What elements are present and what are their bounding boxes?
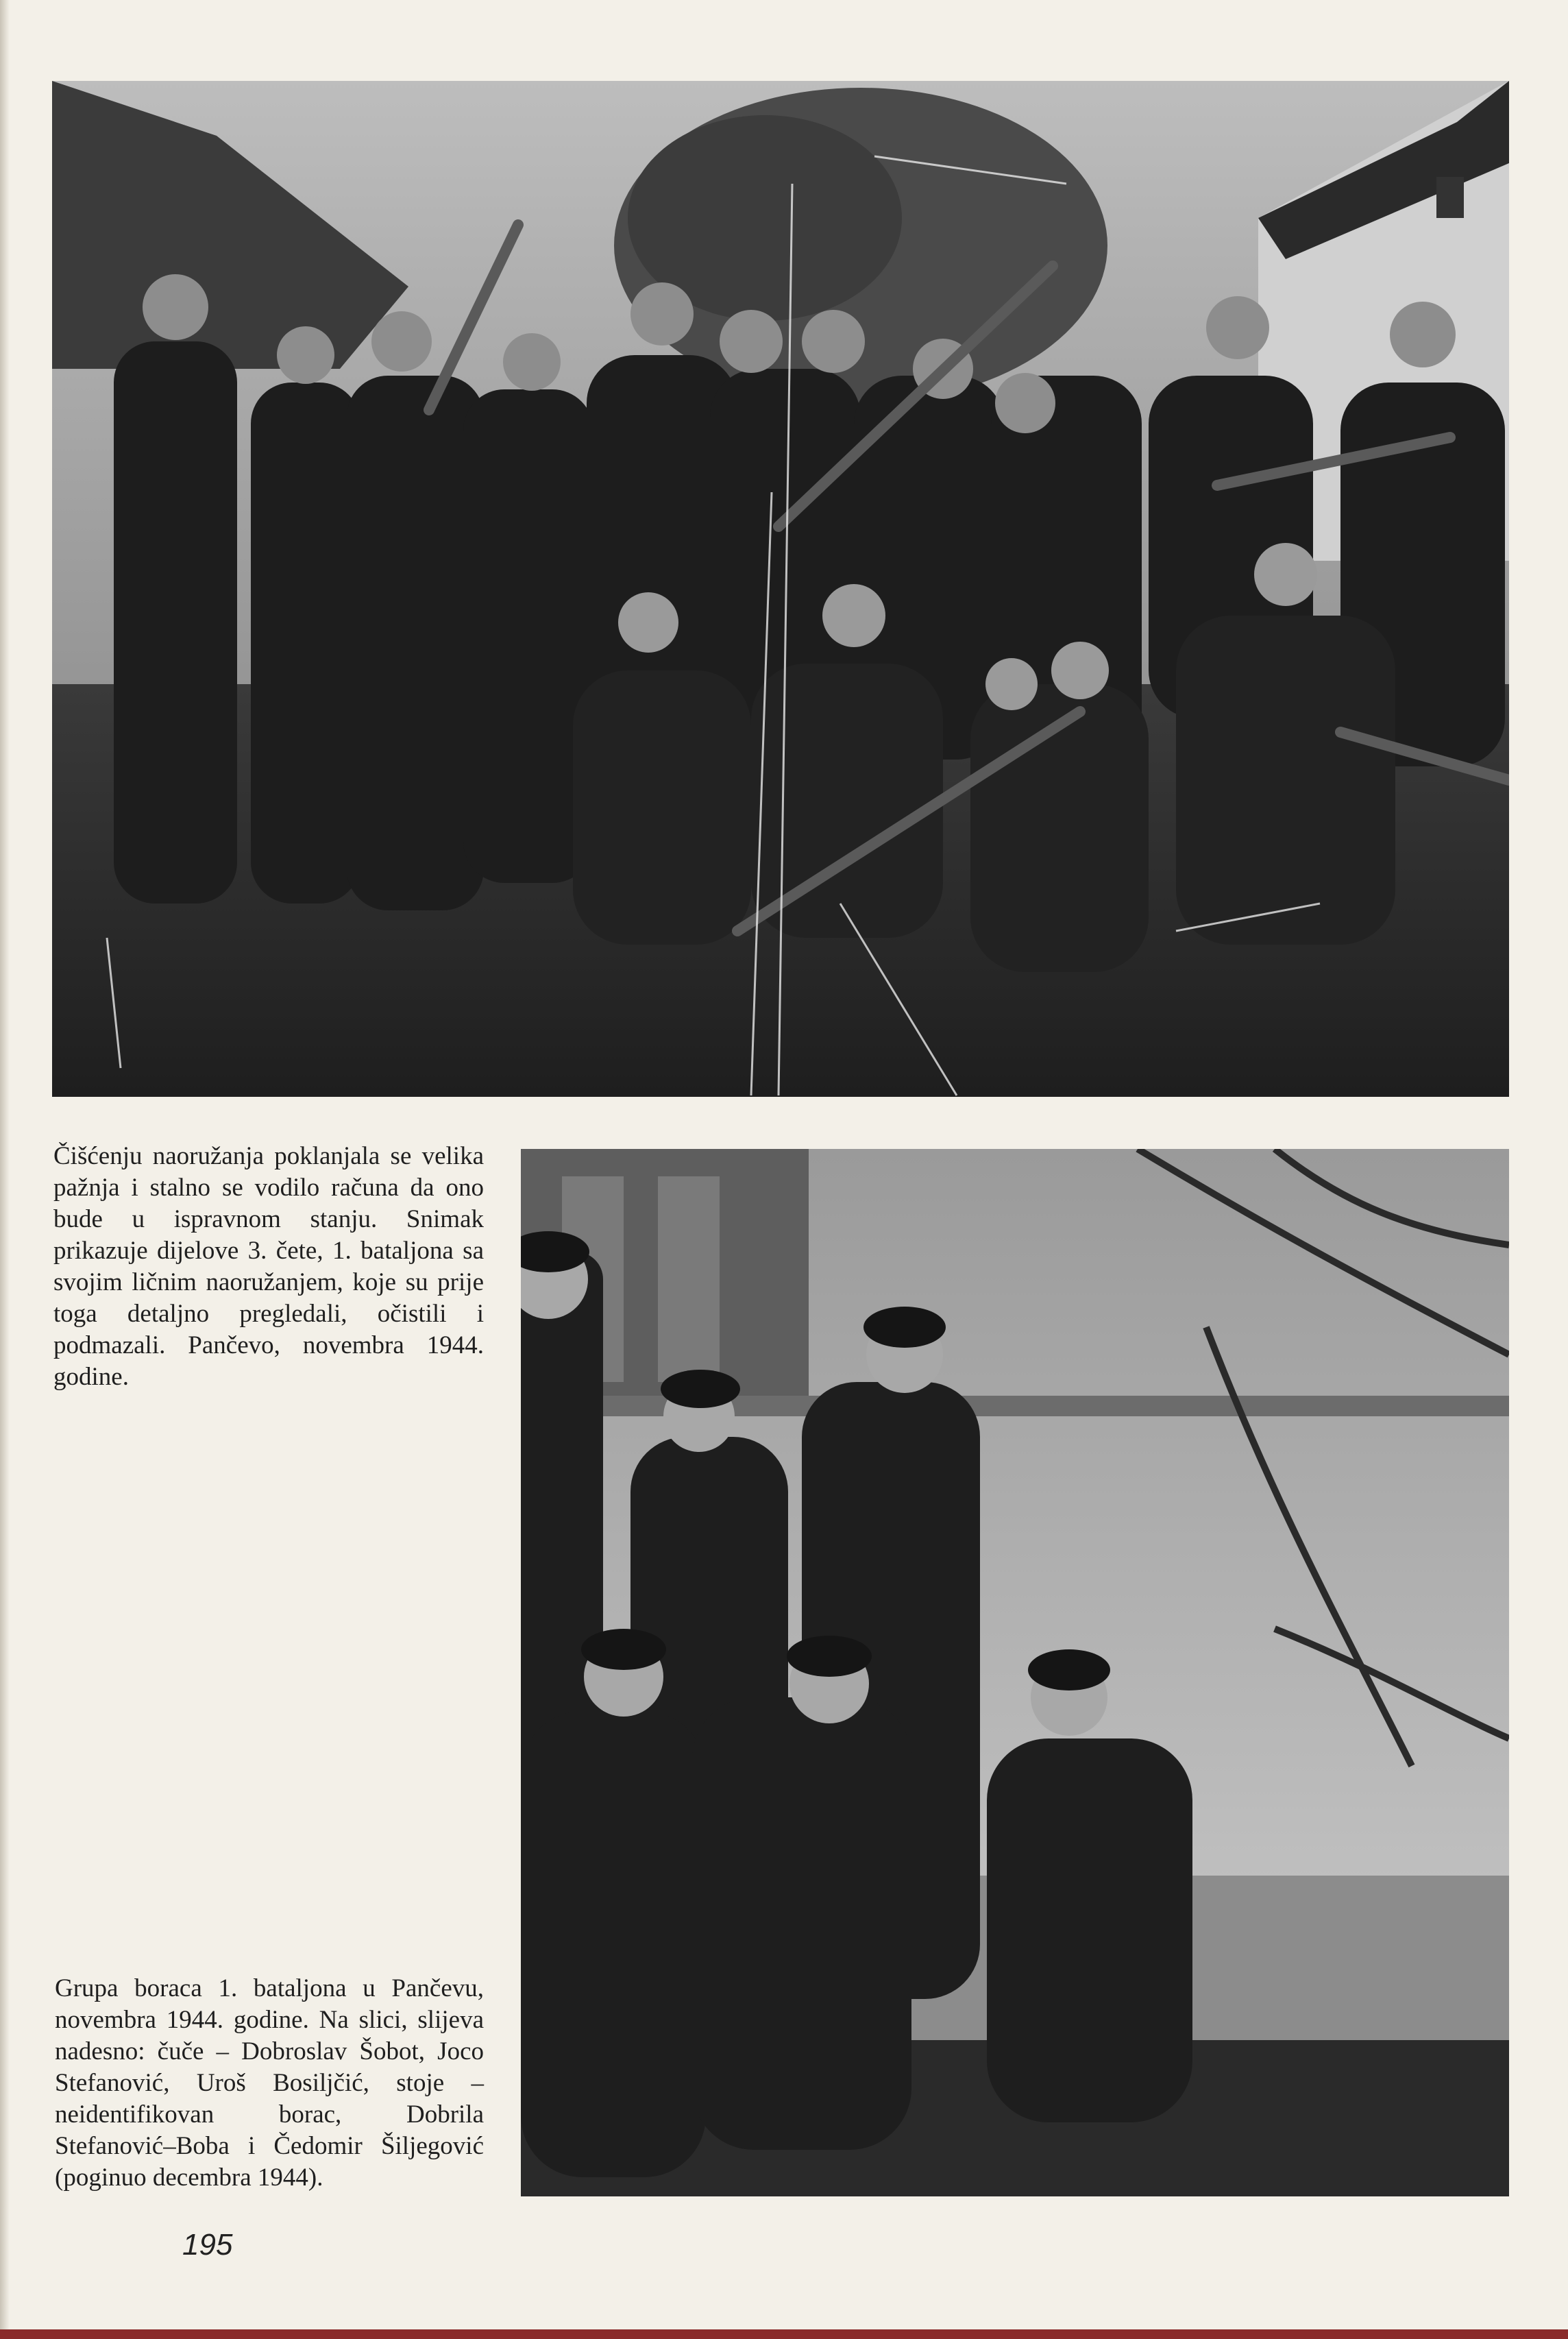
bottom-photograph <box>521 1149 1509 2196</box>
page-edge-shadow <box>0 0 10 2339</box>
bottom-edge-band <box>0 2329 1568 2339</box>
bottom-photo-caption: Grupa boraca 1. bataljona u Pančevu, novembra 1944. godine. Na slici, slijeva nadesno: čuče – Dobroslav Šobot, Joco Stefanović, Uroš Bosiljčić, stoje – neidentifikovan borac, Dobrila Stefanović–Boba i Čedomir Šiljegović (poginuo decembra 1944). <box>55 1974 484 2192</box>
top-photo-image <box>52 81 1509 1097</box>
top-photograph <box>52 81 1509 1097</box>
page-number: 195 <box>182 2228 233 2262</box>
bottom-photo-image <box>521 1149 1509 2196</box>
top-photo-caption: Čišćenju naoružanja poklanjala se velika pažnja i stalno se vodilo računa da ono bude u ispravnom stanju. Snimak prikazuje dijelove 3. čete, 1. bataljona sa svojim ličnim naoružanjem, koje su prije toga detaljno pregledali, očistili i podmazali. Pančevo, novembra 1944. godine. <box>53 1142 484 1391</box>
